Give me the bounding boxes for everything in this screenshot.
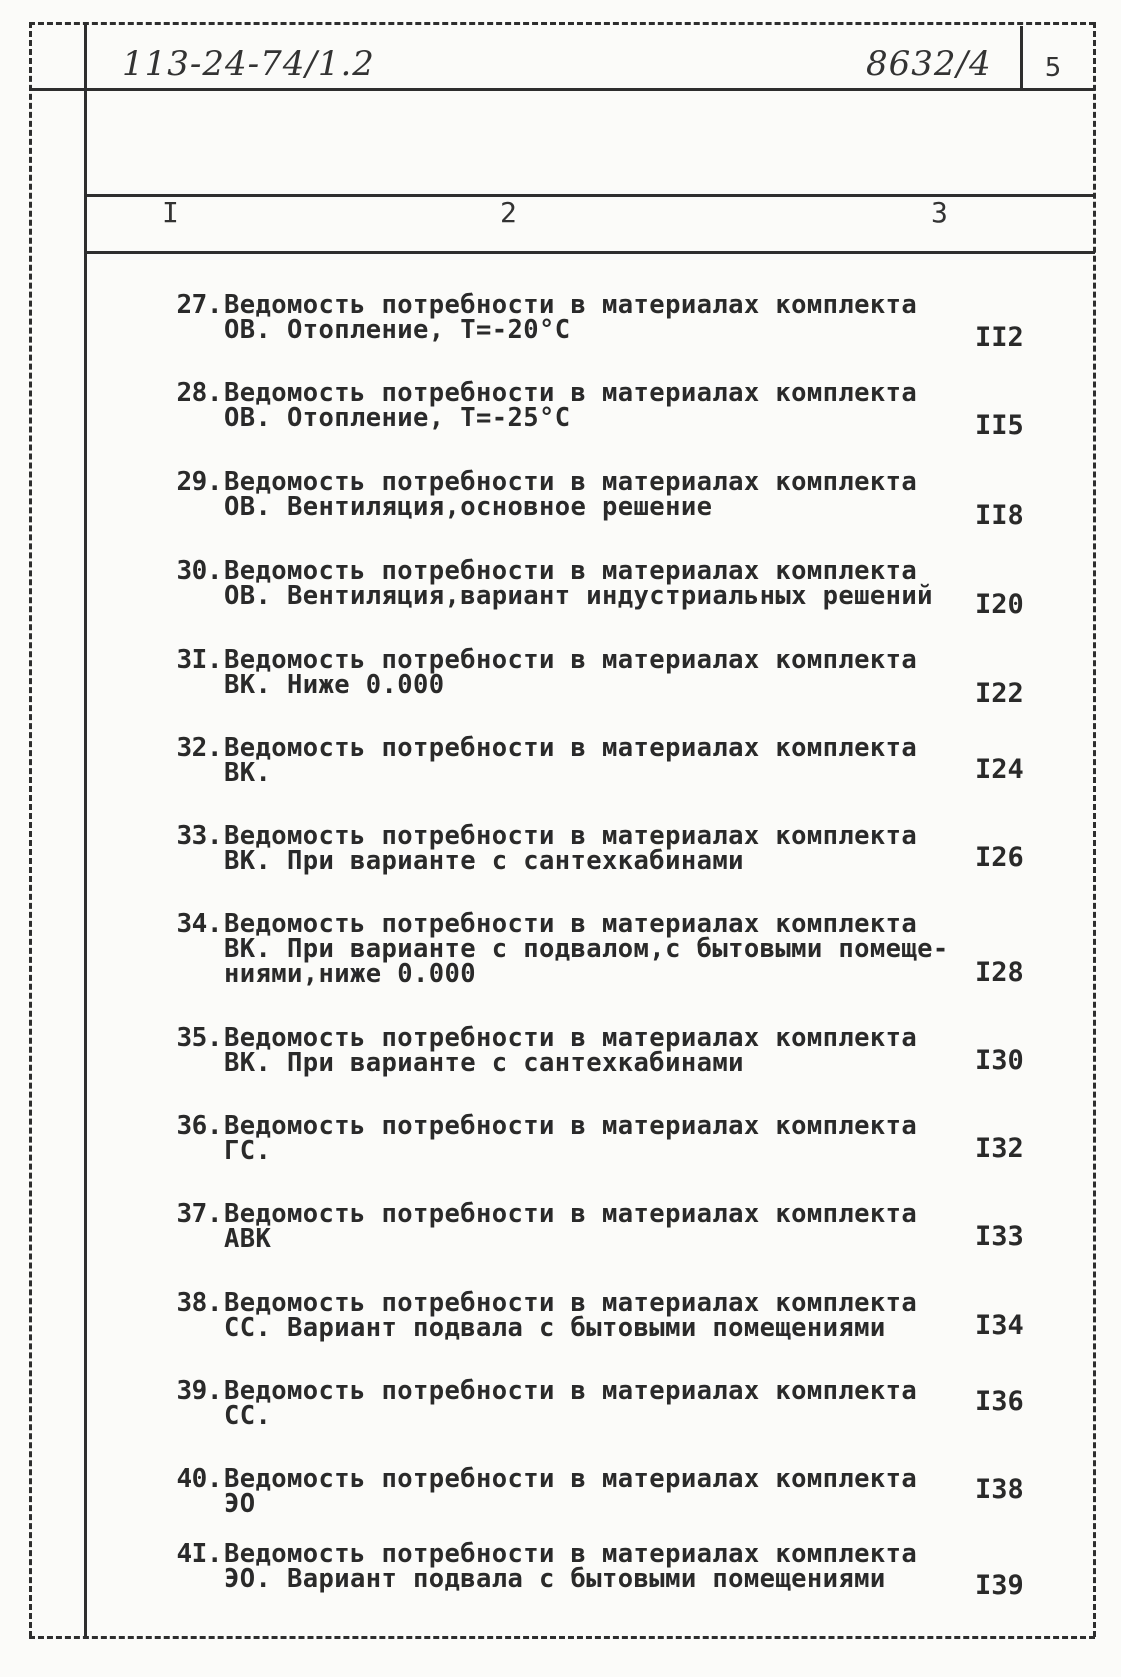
item-title-line-1: Ведомость потребности в материалах комплекта bbox=[224, 821, 918, 851]
item-title-line-1: Ведомость потребности в материалах комплекта bbox=[224, 1199, 918, 1229]
list-item bbox=[160, 1376, 1024, 1456]
item-title-line-1: Ведомость потребности в материалах комплекта bbox=[224, 467, 918, 497]
item-title-line-1: Ведомость потребности в материалах комплекта bbox=[224, 1288, 918, 1318]
item-number: 38. bbox=[176, 1288, 222, 1318]
item-title-line-2: СС. Вариант подвала с бытовыми помещениями bbox=[224, 1313, 886, 1343]
frame-bottom-border bbox=[29, 1636, 1095, 1639]
list-item bbox=[160, 733, 1024, 813]
item-title-line-1: Ведомость потребности в материалах комплекта bbox=[224, 733, 918, 763]
item-page-number: I20 bbox=[975, 589, 1024, 620]
item-title-line-2: ВК. При варианте с сантехкабинами bbox=[224, 846, 744, 876]
list-item bbox=[160, 556, 1024, 636]
item-page-number: I28 bbox=[975, 957, 1024, 988]
list-item bbox=[160, 467, 1024, 547]
inventory-number: 8632/4 bbox=[866, 44, 992, 84]
item-title-line-2: ОВ. Вентиляция,вариант индустриальных решений bbox=[224, 581, 933, 611]
title-block-bottom-line bbox=[29, 88, 1095, 91]
list-item bbox=[160, 821, 1024, 901]
item-title-line-1: Ведомость потребности в материалах комплекта bbox=[224, 290, 918, 320]
item-page-number: I30 bbox=[975, 1045, 1024, 1076]
list-item bbox=[160, 1111, 1024, 1191]
list-item bbox=[160, 1023, 1024, 1103]
item-page-number: I32 bbox=[975, 1133, 1024, 1164]
item-title-line-1: Ведомость потребности в материалах комплекта bbox=[224, 1539, 918, 1569]
item-title-line-2: ОВ. Вентиляция,основное решение bbox=[224, 492, 713, 522]
item-title-line-1: Ведомость потребности в материалах комплекта bbox=[224, 1111, 918, 1141]
item-title-line-1: Ведомость потребности в материалах комплекта bbox=[224, 378, 918, 408]
sheet-number: 5 bbox=[1044, 53, 1062, 83]
item-page-number: I39 bbox=[975, 1570, 1024, 1601]
item-page-number: II2 bbox=[975, 322, 1024, 353]
item-number: 4I. bbox=[176, 1539, 222, 1569]
item-title-line-2: ЭО bbox=[224, 1489, 256, 1519]
item-title-line-2: ВК. При варианте с подвалом,с бытовыми помеще- bbox=[224, 934, 949, 964]
item-number: 37. bbox=[176, 1199, 222, 1229]
item-number: 32. bbox=[176, 733, 222, 763]
item-page-number: I36 bbox=[975, 1386, 1024, 1417]
item-title-line-1: Ведомость потребности в материалах комплекта bbox=[224, 1023, 918, 1053]
column-header-3: 3 bbox=[931, 196, 948, 229]
list-item bbox=[160, 378, 1024, 458]
item-number: 40. bbox=[176, 1464, 222, 1494]
item-page-number: II8 bbox=[975, 500, 1024, 531]
item-number: 33. bbox=[176, 821, 222, 851]
item-page-number: I34 bbox=[975, 1310, 1024, 1341]
item-title-line-2: ОВ. Отопление, Т=-20°С bbox=[224, 315, 571, 345]
item-page-number: I33 bbox=[975, 1221, 1024, 1252]
item-title-line-2: ОВ. Отопление, Т=-25°С bbox=[224, 403, 571, 433]
item-page-number: I22 bbox=[975, 678, 1024, 709]
column-header-2: 2 bbox=[500, 196, 517, 229]
list-item bbox=[160, 1288, 1024, 1368]
item-title-line-1: Ведомость потребности в материалах комплекта bbox=[224, 645, 918, 675]
list-item bbox=[160, 645, 1024, 725]
item-number: 27. bbox=[176, 290, 222, 320]
item-title-line-1: Ведомость потребности в материалах комплекта bbox=[224, 1464, 918, 1494]
item-title-line-2: ВК. При варианте с сантехкабинами bbox=[224, 1048, 744, 1078]
item-number: 3I. bbox=[176, 645, 222, 675]
table-header-bottom-line bbox=[86, 251, 1095, 254]
item-page-number: I38 bbox=[975, 1474, 1024, 1505]
item-number: 28. bbox=[176, 378, 222, 408]
list-item bbox=[160, 1464, 1024, 1544]
item-title-line-3: ниями,ниже 0.000 bbox=[224, 959, 477, 989]
item-title-line-2: ЭО. Вариант подвала с бытовыми помещениями bbox=[224, 1564, 886, 1594]
item-number: 39. bbox=[176, 1376, 222, 1406]
document-code: 113-24-74/1.2 bbox=[122, 44, 375, 84]
item-page-number: I24 bbox=[975, 754, 1024, 785]
sheet-no-divider bbox=[1020, 26, 1023, 90]
frame-top-border bbox=[29, 22, 1095, 25]
item-title-line-2: ВК. bbox=[224, 758, 272, 788]
item-title-line-1: Ведомость потребности в материалах комплекта bbox=[224, 1376, 918, 1406]
item-number: 35. bbox=[176, 1023, 222, 1053]
list-item bbox=[160, 909, 1024, 1014]
frame-right-border bbox=[1093, 22, 1096, 1637]
list-item bbox=[160, 1199, 1024, 1279]
item-title-line-2: СС. bbox=[224, 1401, 272, 1431]
frame-left-border bbox=[29, 22, 32, 1637]
item-number: 36. bbox=[176, 1111, 222, 1141]
column-header-1: I bbox=[162, 196, 179, 229]
item-number: 29. bbox=[176, 467, 222, 497]
item-page-number: II5 bbox=[975, 410, 1024, 441]
item-title-line-2: АВК bbox=[224, 1224, 272, 1254]
list-item bbox=[160, 1539, 1024, 1619]
list-item bbox=[160, 290, 1024, 370]
item-title-line-1: Ведомость потребности в материалах комплекта bbox=[224, 556, 918, 586]
binding-margin-line bbox=[84, 24, 87, 1636]
item-title-line-2: ВК. Ниже 0.000 bbox=[224, 670, 445, 700]
item-page-number: I26 bbox=[975, 842, 1024, 873]
item-number: 30. bbox=[176, 556, 222, 586]
item-title-line-2: ГС. bbox=[224, 1136, 272, 1166]
item-title-line-1: Ведомость потребности в материалах комплекта bbox=[224, 909, 918, 939]
item-number: 34. bbox=[176, 909, 222, 939]
